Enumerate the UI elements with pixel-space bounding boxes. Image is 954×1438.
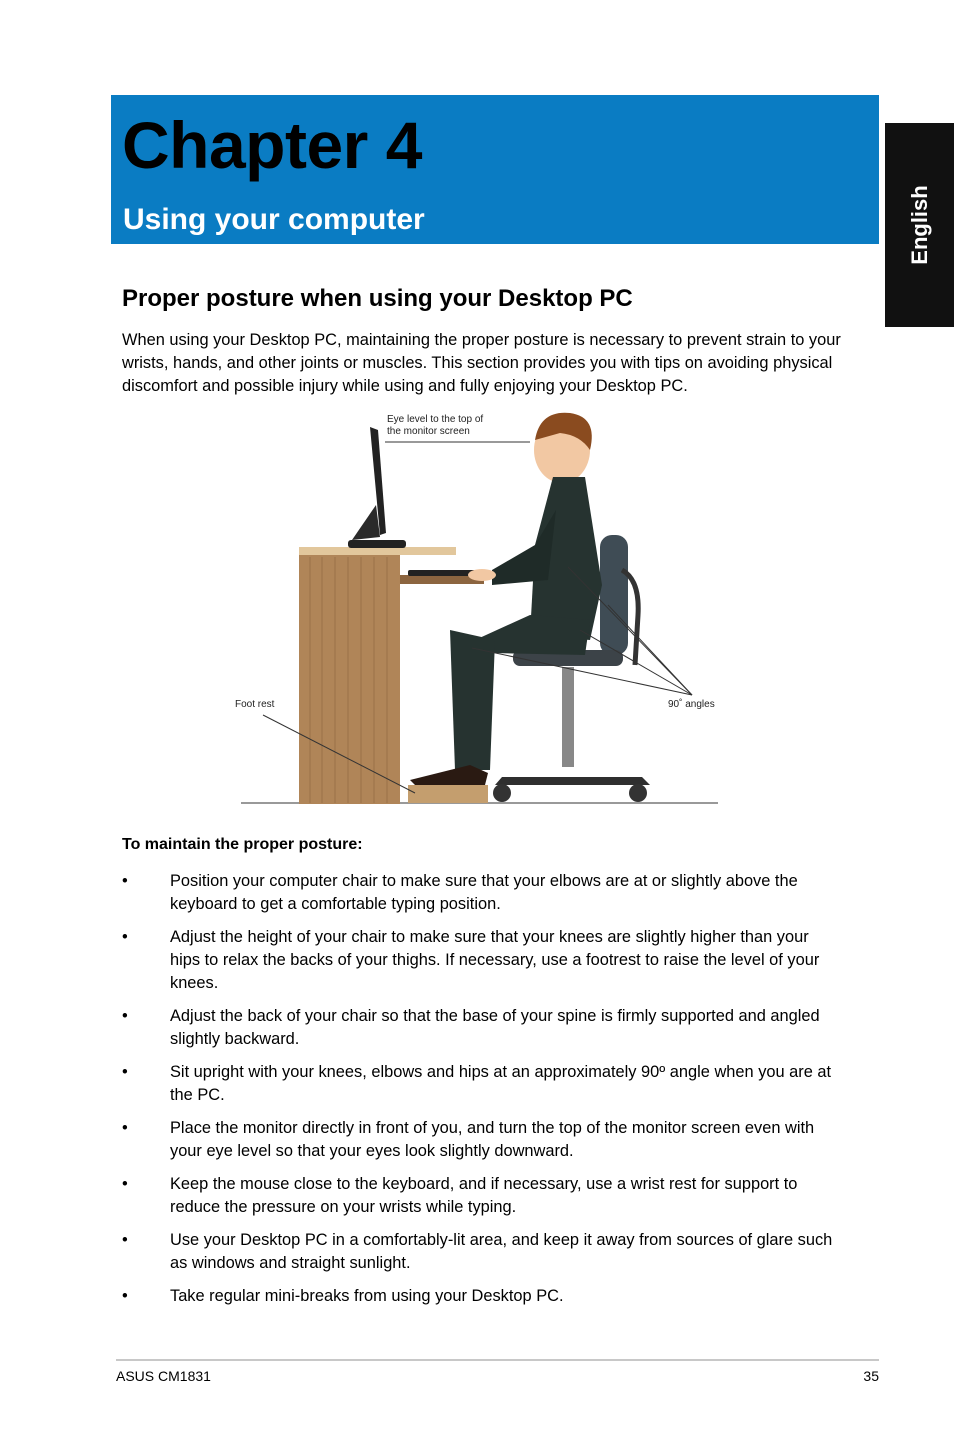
list-item-text: Take regular mini-breaks from using your Desktop PC. xyxy=(170,1287,564,1305)
bullet: • xyxy=(122,928,128,946)
chair-post xyxy=(562,667,574,767)
bullet: • xyxy=(122,1119,128,1137)
list-item-text: Position your computer chair to make sure that your elbows are at or slightly above the keyboard to get a comfortable typing position. xyxy=(170,872,798,913)
bullet: • xyxy=(122,1287,128,1305)
eye-level-label-line1: Eye level to the top of xyxy=(387,414,484,425)
foot-rest-label: Foot rest xyxy=(235,699,275,710)
eye-level-label-line2: the monitor screen xyxy=(387,426,470,437)
bullet: • xyxy=(122,872,128,890)
desk-top xyxy=(299,547,456,555)
footer-product: ASUS CM1831 xyxy=(116,1368,211,1384)
monitor-stand xyxy=(352,505,380,540)
posture-drawing xyxy=(230,405,730,810)
list-item xyxy=(122,1005,842,1051)
list-item-text: Adjust the back of your chair so that the base of your spine is firmly supported and angled slightly backward. xyxy=(170,1007,820,1048)
chair-wheel-left xyxy=(493,784,511,802)
tips-heading: To maintain the proper posture: xyxy=(122,836,363,853)
list-item-text: Use your Desktop PC in a comfortably-lit area, and keep it away from sources of glare such as windows and straight sunlight. xyxy=(170,1231,833,1272)
list-item xyxy=(122,1285,842,1308)
chair-wheel-right xyxy=(629,784,647,802)
chapter-title: Chapter 4 xyxy=(122,108,422,182)
monitor-base xyxy=(348,540,406,548)
list-item xyxy=(122,1117,842,1163)
intro-paragraph: When using your Desktop PC, maintaining the proper posture is necessary to prevent strain to your wrists, hands, and other joints or muscles. This section provides you with tips on avoiding physical discomfort and possible injury while using and fully enjoying your Desktop PC. xyxy=(122,331,841,395)
keyboard xyxy=(408,570,478,576)
person-hand xyxy=(468,569,496,581)
tips-list xyxy=(122,870,842,1318)
chapter-subtitle: Using your computer xyxy=(123,203,425,236)
desk-cabinet xyxy=(299,555,400,804)
list-item xyxy=(122,870,842,916)
person-shoe xyxy=(410,765,488,785)
section-heading: Proper posture when using your Desktop PC xyxy=(122,285,633,312)
bullet: • xyxy=(122,1231,128,1249)
angles-label: 90˚ angles xyxy=(668,699,715,710)
list-item-text: Sit upright with your knees, elbows and hips at an approximately 90º angle when you are at the PC. xyxy=(170,1063,832,1104)
list-item xyxy=(122,1061,842,1107)
bullet: • xyxy=(122,1007,128,1025)
list-item-text: Place the monitor directly in front of you, and turn the top of the monitor screen even with your eye level so that your eyes look slightly downward. xyxy=(170,1119,815,1160)
footer-rule xyxy=(116,1359,879,1361)
language-tab xyxy=(885,123,954,327)
page-number: 35 xyxy=(863,1368,879,1384)
list-item-text: Adjust the height of your chair to make sure that your knees are slightly higher than your hips to relax the backs of your thighs. If necessary, use a footrest to raise the level of your knees. xyxy=(170,928,820,992)
bullet: • xyxy=(122,1175,128,1193)
posture-illustration xyxy=(230,405,730,810)
chair-base xyxy=(495,777,650,785)
list-item xyxy=(122,1173,842,1219)
bullet: • xyxy=(122,1063,128,1081)
foot-rest xyxy=(408,785,488,803)
list-item-text: Keep the mouse close to the keyboard, and if necessary, use a wrist rest for support to reduce the pressure on your wrists while typing. xyxy=(170,1175,798,1216)
list-item xyxy=(122,1229,842,1275)
language-tab-label: English xyxy=(906,185,932,265)
chair-back xyxy=(600,535,628,655)
list-item xyxy=(122,926,842,995)
